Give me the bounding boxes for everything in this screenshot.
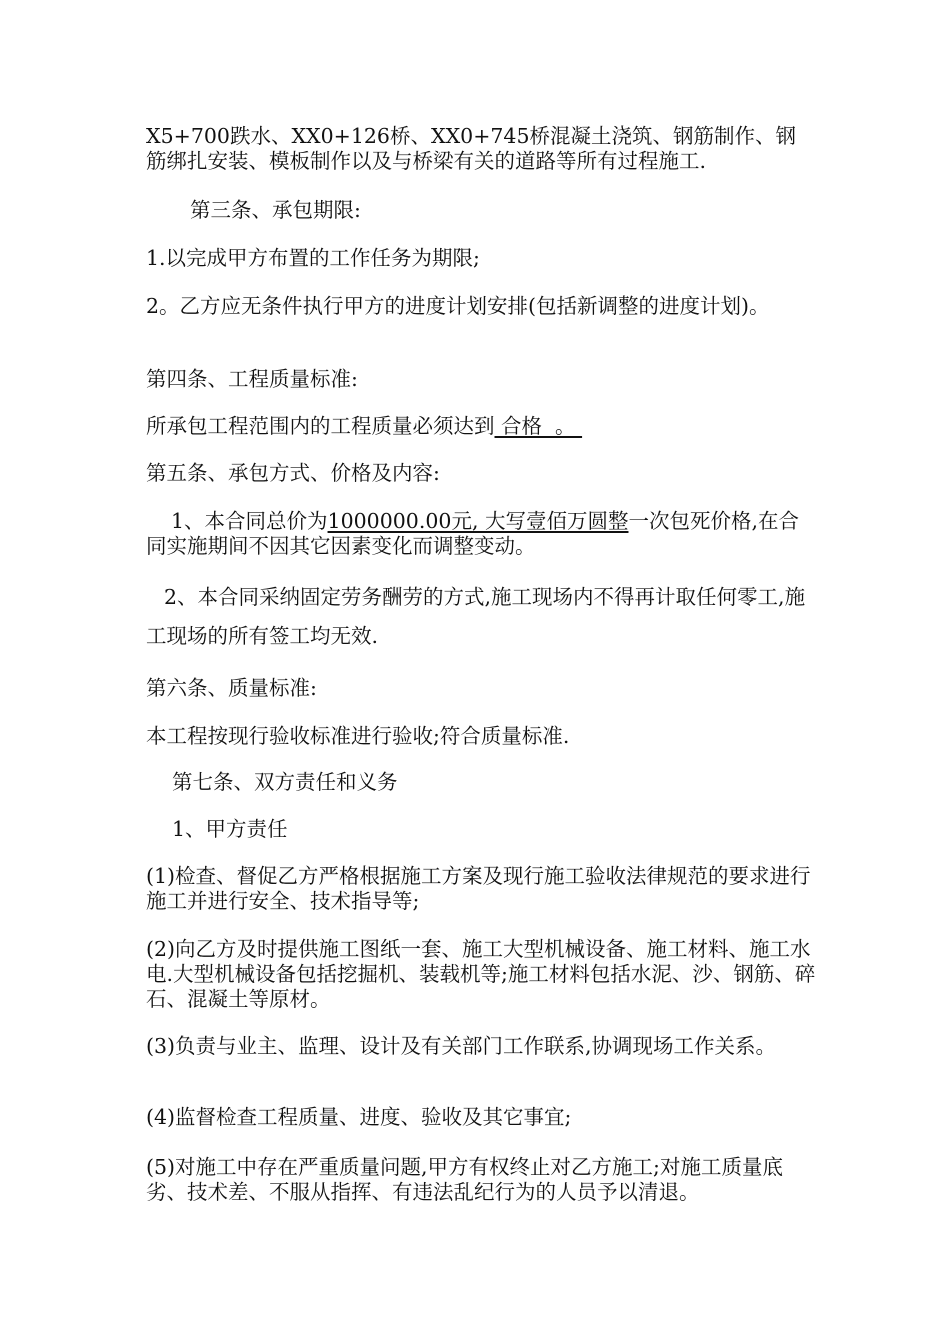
paragraph-prefix: 1、本合同总价为 xyxy=(171,509,328,533)
article-3-item-2 xyxy=(146,294,816,319)
paragraph-text: (2)向乙方及时提供施工图纸一套、施工大型机械设备、施工材料、施工水电.大型机械设备包括挖掘机、装载机等;施工材料包括水泥、沙、钢筋、碎石、混凝土等原材。 xyxy=(146,937,816,1011)
paragraph-text: (3)负责与业主、监理、设计及有关部门工作联系,协调现场工作关系。 xyxy=(146,1034,777,1058)
paragraph-prefix: 所承包工程范围内的工程质量必须达到 xyxy=(146,414,495,438)
article-3-item-1 xyxy=(146,246,816,271)
article-5-title xyxy=(146,461,816,486)
article-7-1-5 xyxy=(146,1155,816,1205)
heading-text: 第三条、承包期限: xyxy=(190,198,361,222)
article-6-body xyxy=(146,724,816,749)
article-7-1-1 xyxy=(146,864,816,914)
paragraph-text: 本工程按现行验收标准进行验收;符合质量标准. xyxy=(146,724,570,748)
heading-text: 第五条、承包方式、价格及内容: xyxy=(146,461,440,485)
paragraph-suffix: 一次包死价格,在合同实施期间不因其它因素变化而调整变动。 xyxy=(146,509,800,558)
heading-text: 第四条、工程质量标准: xyxy=(146,367,358,391)
subheading-text: 1、甲方责任 xyxy=(172,817,288,841)
heading-text: 第七条、双方责任和义务 xyxy=(172,770,398,794)
paragraph-text: (4)监督检查工程质量、进度、验收及其它事宜; xyxy=(146,1105,572,1129)
article-6-title xyxy=(146,676,816,701)
paragraph-text: 2、本合同采纳固定劳务酬劳的方式,施工现场内不得再计取任何零工,施工现场的所有签工均无效. xyxy=(146,585,806,648)
paragraph-scope-continued xyxy=(146,124,816,174)
article-7-1-3 xyxy=(146,1034,816,1059)
paragraph-text: 2。乙方应无条件执行甲方的进度计划安排(包括新调整的进度计划)。 xyxy=(146,294,770,318)
article-5-item-2 xyxy=(146,578,816,656)
paragraph-text: 1.以完成甲方布置的工作任务为期限; xyxy=(146,246,480,270)
article-7-title xyxy=(172,770,816,795)
paragraph-text: (5)对施工中存在严重质量问题,甲方有权终止对乙方施工;对施工质量底劣、技术差、不服从指挥、有违法乱纪行为的人员予以清退。 xyxy=(146,1155,783,1204)
article-3-title xyxy=(190,198,816,223)
article-7-1-2 xyxy=(146,937,816,1012)
article-5-item-1 xyxy=(146,509,816,559)
article-7-sub-1 xyxy=(172,817,816,842)
paragraph-text: X5+700跌水、XX0+126桥、XX0+745桥混凝土浇筑、钢筋制作、钢筋绑扎安装、模板制作以及与桥梁有关的道路等所有过程施工. xyxy=(146,124,797,173)
article-4-title xyxy=(146,367,816,392)
article-4-body xyxy=(146,414,816,439)
article-7-1-4 xyxy=(146,1105,816,1130)
paragraph-text: (1)检查、督促乙方严格根据施工方案及现行施工验收法律规范的要求进行施工并进行安全、技术指导等; xyxy=(146,864,811,913)
heading-text: 第六条、质量标准: xyxy=(146,676,317,700)
quality-grade-underlined: 合格 。 xyxy=(494,414,583,438)
contract-price-underlined: 1000000.00元, 大写壹佰万圆整 xyxy=(327,509,629,533)
